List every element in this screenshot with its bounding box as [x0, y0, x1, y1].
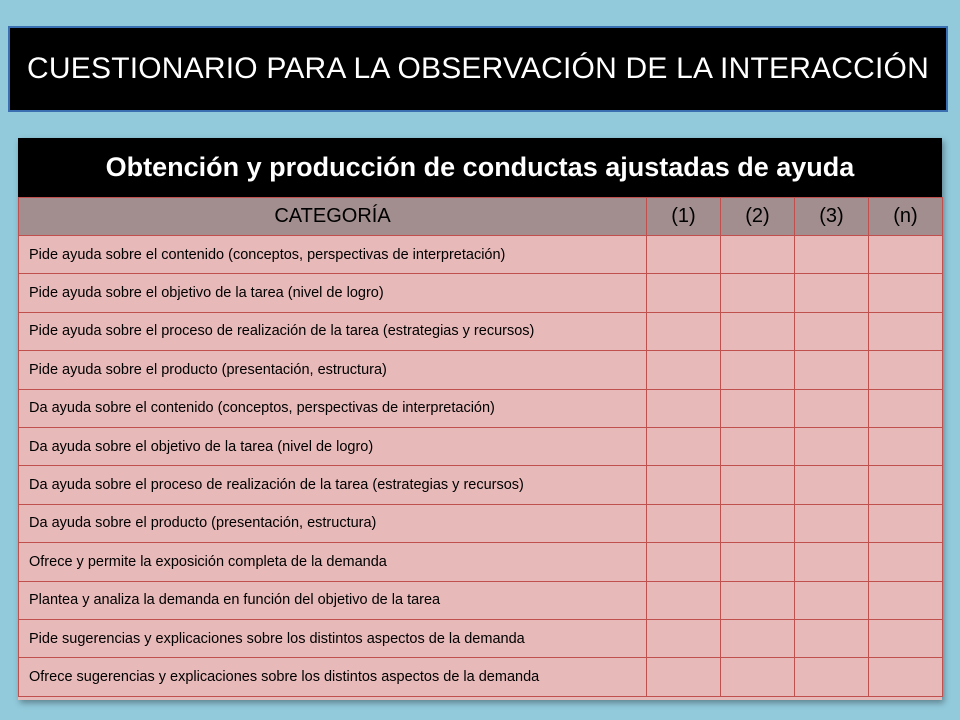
category-cell: Pide ayuda sobre el objetivo de la tarea (nivel de logro): [19, 274, 647, 312]
column-header-category: CATEGORÍA: [19, 198, 647, 236]
mark-cell-1[interactable]: [647, 466, 721, 504]
table-row: [19, 236, 943, 274]
title-banner: [8, 26, 948, 112]
observation-table: [18, 197, 943, 697]
mark-cell-3[interactable]: [795, 466, 869, 504]
mark-cell-1[interactable]: [647, 389, 721, 427]
mark-cell-1[interactable]: [647, 351, 721, 389]
table-row: [19, 389, 943, 427]
mark-cell-n[interactable]: [869, 466, 943, 504]
page-title: CUESTIONARIO PARA LA OBSERVACIÓN DE LA INTERACCIÓN: [27, 52, 929, 85]
table-header-row: [19, 198, 943, 236]
mark-cell-n[interactable]: [869, 312, 943, 350]
mark-cell-3[interactable]: [795, 658, 869, 696]
mark-cell-2[interactable]: [721, 504, 795, 542]
mark-cell-2[interactable]: [721, 274, 795, 312]
mark-cell-n[interactable]: [869, 274, 943, 312]
table-row: [19, 427, 943, 465]
table-row: [19, 658, 943, 696]
mark-cell-3[interactable]: [795, 389, 869, 427]
section-title: Obtención y producción de conductas ajustadas de ayuda: [105, 152, 855, 182]
mark-cell-n[interactable]: [869, 619, 943, 657]
category-cell: Da ayuda sobre el contenido (conceptos, perspectivas de interpretación): [19, 389, 647, 427]
mark-cell-n[interactable]: [869, 427, 943, 465]
table-row: [19, 351, 943, 389]
section-header: [18, 138, 942, 197]
mark-cell-n[interactable]: [869, 351, 943, 389]
mark-cell-3[interactable]: [795, 543, 869, 581]
table-row: [19, 466, 943, 504]
mark-cell-3[interactable]: [795, 619, 869, 657]
table-row: [19, 543, 943, 581]
table-row: [19, 274, 943, 312]
category-cell: Da ayuda sobre el proceso de realización de la tarea (estrategias y recursos): [19, 466, 647, 504]
mark-cell-2[interactable]: [721, 466, 795, 504]
mark-cell-2[interactable]: [721, 658, 795, 696]
table-row: [19, 581, 943, 619]
mark-cell-2[interactable]: [721, 543, 795, 581]
mark-cell-2[interactable]: [721, 389, 795, 427]
mark-cell-1[interactable]: [647, 504, 721, 542]
category-cell: Ofrece sugerencias y explicaciones sobre los distintos aspectos de la demanda: [19, 658, 647, 696]
mark-cell-2[interactable]: [721, 351, 795, 389]
column-header-n: (n): [869, 198, 943, 236]
category-cell: Da ayuda sobre el objetivo de la tarea (nivel de logro): [19, 427, 647, 465]
mark-cell-n[interactable]: [869, 543, 943, 581]
mark-cell-1[interactable]: [647, 427, 721, 465]
column-header-3: (3): [795, 198, 869, 236]
category-cell: Pide sugerencias y explicaciones sobre los distintos aspectos de la demanda: [19, 619, 647, 657]
category-cell: Ofrece y permite la exposición completa de la demanda: [19, 543, 647, 581]
column-header-2: (2): [721, 198, 795, 236]
mark-cell-3[interactable]: [795, 236, 869, 274]
mark-cell-1[interactable]: [647, 581, 721, 619]
mark-cell-3[interactable]: [795, 274, 869, 312]
mark-cell-2[interactable]: [721, 619, 795, 657]
observation-sheet: [18, 138, 942, 700]
mark-cell-2[interactable]: [721, 312, 795, 350]
mark-cell-n[interactable]: [869, 658, 943, 696]
mark-cell-1[interactable]: [647, 236, 721, 274]
mark-cell-3[interactable]: [795, 427, 869, 465]
category-cell: Pide ayuda sobre el contenido (conceptos, perspectivas de interpretación): [19, 236, 647, 274]
mark-cell-n[interactable]: [869, 236, 943, 274]
table-body: [19, 236, 943, 697]
mark-cell-1[interactable]: [647, 619, 721, 657]
column-header-1: (1): [647, 198, 721, 236]
mark-cell-3[interactable]: [795, 581, 869, 619]
mark-cell-1[interactable]: [647, 274, 721, 312]
mark-cell-n[interactable]: [869, 389, 943, 427]
mark-cell-1[interactable]: [647, 658, 721, 696]
category-cell: Pide ayuda sobre el producto (presentación, estructura): [19, 351, 647, 389]
mark-cell-2[interactable]: [721, 581, 795, 619]
mark-cell-n[interactable]: [869, 581, 943, 619]
table-row: [19, 504, 943, 542]
mark-cell-3[interactable]: [795, 351, 869, 389]
mark-cell-n[interactable]: [869, 504, 943, 542]
mark-cell-2[interactable]: [721, 236, 795, 274]
mark-cell-2[interactable]: [721, 427, 795, 465]
mark-cell-1[interactable]: [647, 543, 721, 581]
category-cell: Plantea y analiza la demanda en función del objetivo de la tarea: [19, 581, 647, 619]
mark-cell-1[interactable]: [647, 312, 721, 350]
category-cell: Da ayuda sobre el producto (presentación, estructura): [19, 504, 647, 542]
mark-cell-3[interactable]: [795, 312, 869, 350]
table-row: [19, 312, 943, 350]
table-row: [19, 619, 943, 657]
mark-cell-3[interactable]: [795, 504, 869, 542]
category-cell: Pide ayuda sobre el proceso de realización de la tarea (estrategias y recursos): [19, 312, 647, 350]
